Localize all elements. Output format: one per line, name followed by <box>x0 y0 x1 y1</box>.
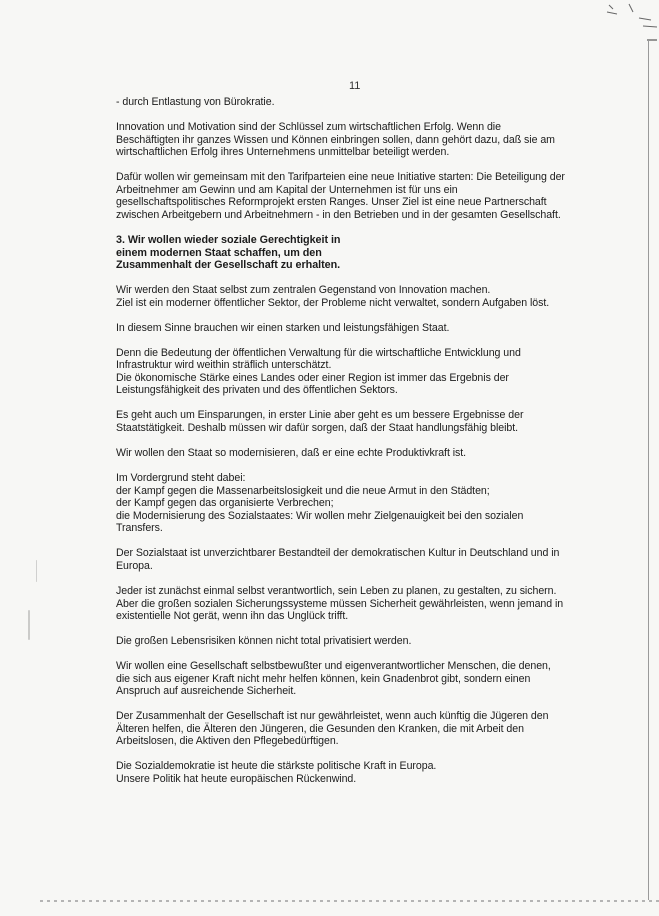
page-number: 11 <box>349 80 361 92</box>
scan-noise <box>36 560 37 582</box>
paragraph: Innovation und Motivation sind der Schlüssel zum wirtschaftlichen Erfolg. Wenn die Beschäftigten ihr ganzes Wissen und Können einbringen sollen, dann gehört dazu, daß sie am wirtschaftlichen Erfolg ihres Unternehmens unmittelbar beteiligt werden. <box>116 120 555 159</box>
paragraph: Die Sozialdemokratie ist heute die stärkste politische Kraft in Europa. Unsere Politik hat heute europäischen Rückenwind. <box>116 760 437 786</box>
paragraph: Es geht auch um Einsparungen, in erster Linie aber geht es um bessere Ergebnisse der Staatstätigkeit. Deshalb müssen wir dafür sorgen, daß der Staat handlungsfähig bleibt. <box>116 409 524 435</box>
paragraph: Der Zusammenhalt der Gesellschaft ist nur gewährleistet, wenn auch künftig die Jügeren den Älteren helfen, die Älteren den Jüngeren, die Gesunden den Kranken, die mit Arbeit den Arbeitslosen, die Aktiven den Pflegebedürftigen. <box>116 710 549 748</box>
paragraph: Wir werden den Staat selbst zum zentralen Gegenstand von Innovation machen. Ziel ist ein moderner öffentlicher Sektor, der Probleme nicht verwaltet, sondern Aufgaben löst. <box>116 284 550 309</box>
paragraph: Dafür wollen wir gemeinsam mit den Tarifparteien eine neue Initiative starten: Die Beteiligung der Arbeitnehmer am Gewinn und am Kapital der Unternehmen ist für uns ein gesellschaftspolitisches Reformprojekt ersten Ranges. Unser Ziel ist eine neue Partnerschaft zwischen Arbeitgebern und Arbeitnehmern - in den Betrieben und in der gesamten Gesellschaft. <box>116 171 565 221</box>
section-heading: 3. Wir wollen wieder soziale Gerechtigkeit in einem modernen Staat schaffen, um den Zusammenhalt der Gesellschaft zu erhalten. <box>116 233 341 272</box>
scan-noise <box>28 610 30 640</box>
document-body <box>116 96 566 798</box>
paragraph: Die großen Lebensrisiken können nicht total privatisiert werden. <box>116 635 412 648</box>
paragraph: Wir wollen den Staat so modernisieren, daß er eine echte Produktivkraft ist. <box>116 447 467 459</box>
paragraph: Wir wollen eine Gesellschaft selbstbewußter und eigenverantwortlicher Menschen, die denen, die sich aus eigener Kraft nicht mehr helfen können, kein Gnadenbrot gibt, sondern einen Anspruch auf ausreichende Sicherheit. <box>116 660 551 698</box>
page-corner-mark <box>599 0 659 60</box>
paragraph: Jeder ist zunächst einmal selbst verantwortlich, sein Leben zu planen, zu gestalten, zu sichern. Aber die großen sozialen Sicherungssysteme müssen Sicherheit gewährleisten, wenn jemand in existentielle Not gerät, wenn ihn das Unglück trifft. <box>116 584 564 623</box>
paragraph: Im Vordergrund steht dabei: der Kampf gegen die Massenarbeitslosigkeit und die neue Armut in den Städten; der Kampf gegen das organisierte Verbrechen; die Modernisierung des Sozialstaates: Wir wollen mehr Zielgenauigkeit bei den sozialen Transfers. <box>116 471 524 535</box>
page-right-edge <box>648 40 649 900</box>
page-bottom-edge <box>40 900 659 902</box>
paragraph: In diesem Sinne brauchen wir einen starken und leistungsfähigen Staat. <box>116 321 450 334</box>
paragraph: Denn die Bedeutung der öffentlichen Verwaltung für die wirtschaftliche Entwicklung und Infrastruktur wird weithin sträflich unterschätzt. Die ökonomische Stärke eines Landes oder einer Region ist immer das Ergebnis der Leistungsfähigkeit des privaten und des öffentlichen Sektors. <box>116 346 521 397</box>
paragraph: - durch Entlastung von Bürokratie. <box>116 96 275 108</box>
paragraph: Der Sozialstaat ist unverzichtbarer Bestandteil der demokratischen Kultur in Deutschland und in Europa. <box>116 547 560 572</box>
